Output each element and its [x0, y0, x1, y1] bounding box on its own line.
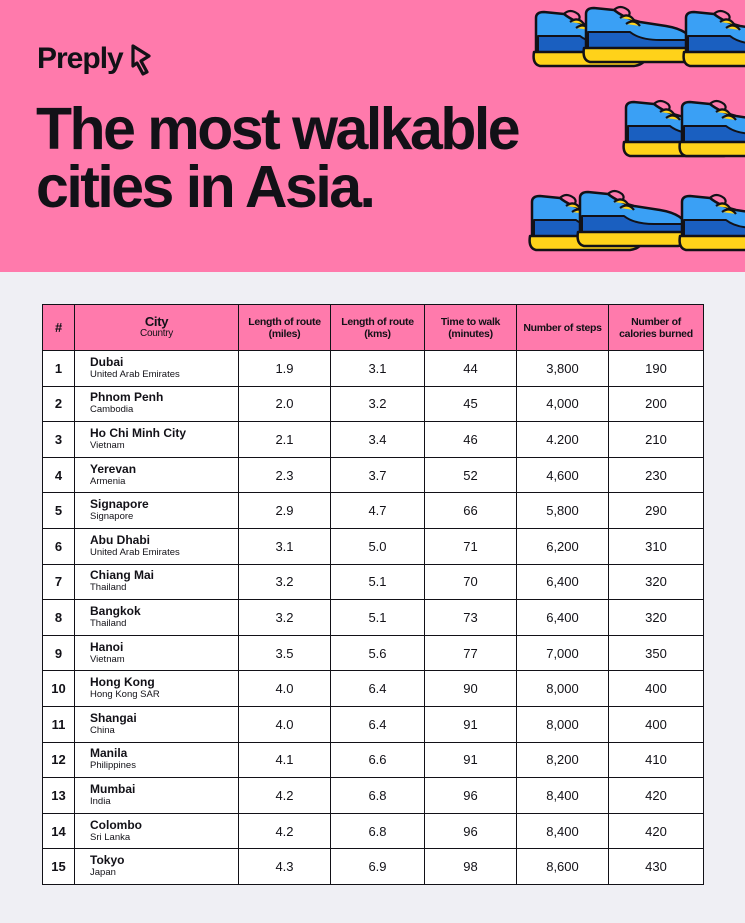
- cell-city: [75, 351, 239, 387]
- table-row: [43, 671, 704, 707]
- cell-rank: 3: [43, 422, 75, 458]
- cell-steps: 6,400: [517, 600, 609, 636]
- table-row: [43, 564, 704, 600]
- header-kms: Length of route (kms): [331, 305, 425, 351]
- cell-city: [75, 813, 239, 849]
- cell-miles: 4.2: [239, 813, 331, 849]
- table-row: [43, 351, 704, 387]
- cell-kms: 3.2: [331, 386, 425, 422]
- cell-calories: 290: [609, 493, 704, 529]
- cell-steps: 8,400: [517, 813, 609, 849]
- cell-rank: 12: [43, 742, 75, 778]
- country-name: China: [90, 724, 115, 736]
- cell-miles: 2.9: [239, 493, 331, 529]
- cell-calories: 400: [609, 706, 704, 742]
- cell-city: [75, 706, 239, 742]
- city-name: Dubai: [90, 354, 124, 369]
- cell-kms: 5.0: [331, 528, 425, 564]
- city-name: Tokyo: [90, 853, 125, 868]
- cell-kms: 5.1: [331, 564, 425, 600]
- cell-rank: 5: [43, 493, 75, 529]
- sneaker-icon: [680, 8, 745, 70]
- cell-kms: 3.7: [331, 457, 425, 493]
- cell-calories: 200: [609, 386, 704, 422]
- table-row: [43, 778, 704, 814]
- cell-city: [75, 849, 239, 885]
- city-name: Signapore: [90, 497, 149, 512]
- country-name: Hong Kong SAR: [90, 689, 160, 701]
- header-miles: Length of route (miles): [239, 305, 331, 351]
- country-name: Vietnam: [90, 653, 125, 665]
- country-name: Signapore: [90, 511, 134, 523]
- table-row: [43, 742, 704, 778]
- cell-miles: 3.1: [239, 528, 331, 564]
- table-row: [43, 600, 704, 636]
- table-row: [43, 493, 704, 529]
- cell-rank: 14: [43, 813, 75, 849]
- cell-rank: 7: [43, 564, 75, 600]
- cell-rank: 13: [43, 778, 75, 814]
- table-row: [43, 813, 704, 849]
- country-name: India: [90, 795, 111, 807]
- cell-rank: 4: [43, 457, 75, 493]
- cell-rank: 11: [43, 706, 75, 742]
- title-line-1: The most walkable: [36, 96, 519, 162]
- city-name: Chiang Mai: [90, 568, 155, 583]
- cell-kms: 6.9: [331, 849, 425, 885]
- city-name: Bangkok: [90, 603, 141, 618]
- table-row: [43, 849, 704, 885]
- cell-kms: 3.1: [331, 351, 425, 387]
- cell-time: 98: [425, 849, 517, 885]
- cell-city: [75, 386, 239, 422]
- cell-time: 45: [425, 386, 517, 422]
- cell-calories: 230: [609, 457, 704, 493]
- cell-city: [75, 742, 239, 778]
- cell-miles: 4.2: [239, 778, 331, 814]
- cell-steps: 8,400: [517, 778, 609, 814]
- country-name: United Arab Emirates: [90, 546, 180, 558]
- cell-time: 44: [425, 351, 517, 387]
- cell-kms: 5.1: [331, 600, 425, 636]
- cell-city: [75, 422, 239, 458]
- cell-miles: 3.2: [239, 564, 331, 600]
- cell-miles: 4.0: [239, 671, 331, 707]
- cell-city: [75, 457, 239, 493]
- cell-steps: 8,000: [517, 706, 609, 742]
- cell-city: [75, 600, 239, 636]
- country-name: Japan: [90, 867, 116, 879]
- cell-time: 46: [425, 422, 517, 458]
- table-header-row: [43, 305, 704, 351]
- table-row: [43, 528, 704, 564]
- cell-miles: 2.1: [239, 422, 331, 458]
- city-name: Hong Kong: [90, 675, 155, 690]
- header-steps: Number of steps: [517, 305, 609, 351]
- cell-calories: 320: [609, 600, 704, 636]
- cell-time: 73: [425, 600, 517, 636]
- city-name: Colombo: [90, 817, 142, 832]
- cell-steps: 8,200: [517, 742, 609, 778]
- city-name: Abu Dhabi: [90, 532, 150, 547]
- table-row: [43, 635, 704, 671]
- table-row: [43, 422, 704, 458]
- cell-kms: 5.6: [331, 635, 425, 671]
- country-name: Philippines: [90, 760, 136, 772]
- city-name: Shangai: [90, 710, 137, 725]
- cell-time: 77: [425, 635, 517, 671]
- cell-time: 96: [425, 813, 517, 849]
- cell-time: 96: [425, 778, 517, 814]
- cell-city: [75, 528, 239, 564]
- walkable-cities-table: [42, 304, 704, 885]
- cell-calories: 430: [609, 849, 704, 885]
- city-name: Mumbai: [90, 781, 136, 796]
- cell-kms: 3.4: [331, 422, 425, 458]
- cell-miles: 3.2: [239, 600, 331, 636]
- cell-city: [75, 493, 239, 529]
- cell-calories: 310: [609, 528, 704, 564]
- sneaker-icon: [676, 192, 745, 254]
- table-row: [43, 706, 704, 742]
- cell-calories: 190: [609, 351, 704, 387]
- cell-steps: 4,000: [517, 386, 609, 422]
- cell-rank: 10: [43, 671, 75, 707]
- cell-steps: 6,400: [517, 564, 609, 600]
- walkable-cities-table-card: [42, 304, 703, 886]
- cell-steps: 8,600: [517, 849, 609, 885]
- cell-rank: 1: [43, 351, 75, 387]
- cell-kms: 4.7: [331, 493, 425, 529]
- cell-steps: 4.200: [517, 422, 609, 458]
- cell-steps: 4,600: [517, 457, 609, 493]
- city-name: Phnom Penh: [90, 390, 164, 405]
- header-time: Time to walk (minutes): [425, 305, 517, 351]
- cell-steps: 3,800: [517, 351, 609, 387]
- table-row: [43, 386, 704, 422]
- country-name: Thailand: [90, 617, 127, 629]
- cell-rank: 8: [43, 600, 75, 636]
- city-name: Hanoi: [90, 639, 124, 654]
- city-name: Ho Chi Minh City: [90, 425, 186, 440]
- header-country-label: Country: [140, 327, 173, 339]
- country-name: Vietnam: [90, 439, 125, 451]
- cell-kms: 6.6: [331, 742, 425, 778]
- city-name: Yerevan: [90, 461, 137, 476]
- cell-miles: 3.5: [239, 635, 331, 671]
- cell-time: 91: [425, 706, 517, 742]
- cell-steps: 7,000: [517, 635, 609, 671]
- header-city-label: City: [144, 313, 169, 329]
- cell-steps: 8,000: [517, 671, 609, 707]
- cell-kms: 6.4: [331, 671, 425, 707]
- country-name: Thailand: [90, 582, 127, 594]
- title-line-2: cities in Asia.: [36, 154, 374, 220]
- cell-miles: 4.0: [239, 706, 331, 742]
- cell-calories: 210: [609, 422, 704, 458]
- cell-rank: 9: [43, 635, 75, 671]
- cell-time: 52: [425, 457, 517, 493]
- cell-miles: 2.3: [239, 457, 331, 493]
- cell-steps: 5,800: [517, 493, 609, 529]
- header-banner: [0, 0, 745, 272]
- country-name: Cambodia: [90, 404, 134, 416]
- city-name: Manila: [90, 746, 128, 761]
- cell-kms: 6.4: [331, 706, 425, 742]
- country-name: Armenia: [90, 475, 126, 487]
- cell-kms: 6.8: [331, 813, 425, 849]
- preply-logo[interactable]: [37, 42, 155, 76]
- cell-time: 91: [425, 742, 517, 778]
- cell-calories: 420: [609, 813, 704, 849]
- preply-logo-icon: [127, 42, 155, 76]
- cell-time: 71: [425, 528, 517, 564]
- page-title: [36, 96, 596, 220]
- cell-time: 66: [425, 493, 517, 529]
- cell-city: [75, 635, 239, 671]
- cell-calories: 410: [609, 742, 704, 778]
- cell-city: [75, 778, 239, 814]
- sneaker-icon: [676, 98, 745, 160]
- cell-steps: 6,200: [517, 528, 609, 564]
- cell-time: 70: [425, 564, 517, 600]
- country-name: Sri Lanka: [90, 831, 131, 843]
- header-city: [75, 305, 239, 351]
- cell-miles: 1.9: [239, 351, 331, 387]
- cell-calories: 320: [609, 564, 704, 600]
- country-name: United Arab Emirates: [90, 368, 180, 380]
- cell-calories: 400: [609, 671, 704, 707]
- cell-calories: 420: [609, 778, 704, 814]
- cell-kms: 6.8: [331, 778, 425, 814]
- cell-time: 90: [425, 671, 517, 707]
- table-row: [43, 457, 704, 493]
- cell-miles: 4.3: [239, 849, 331, 885]
- cell-rank: 2: [43, 386, 75, 422]
- cell-city: [75, 671, 239, 707]
- cell-miles: 4.1: [239, 742, 331, 778]
- cell-calories: 350: [609, 635, 704, 671]
- cell-rank: 15: [43, 849, 75, 885]
- cell-miles: 2.0: [239, 386, 331, 422]
- cell-city: [75, 564, 239, 600]
- brand-name: Preply: [37, 42, 123, 75]
- header-calories: Number of calories burned: [609, 305, 704, 351]
- header-rank-label: #: [55, 319, 62, 335]
- header-rank: [43, 305, 75, 351]
- table-body: [43, 351, 704, 885]
- cell-rank: 6: [43, 528, 75, 564]
